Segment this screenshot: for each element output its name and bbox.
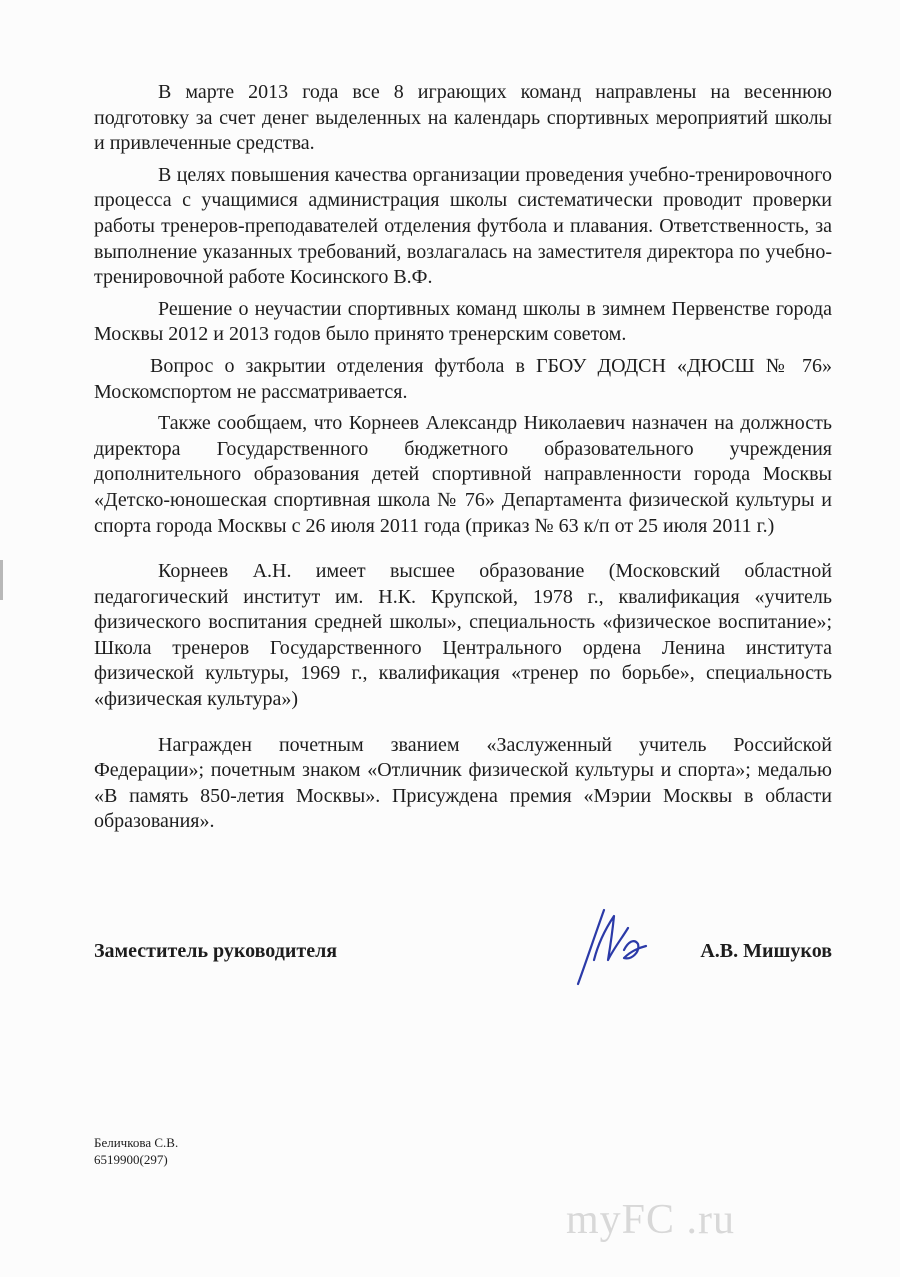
signatory-name: А.В. Мишуков bbox=[700, 940, 832, 962]
paragraph-football-department: Вопрос о закрытии отделения футбола в ГБОУ ДОДСН «ДЮСШ № 76» Москомспортом не рассматривается. bbox=[94, 354, 832, 403]
paragraph-director-appointment: Также сообщаем, что Корнеев Александр Николаевич назначен на должность директора Государственного бюджетного образовательного учреждения дополнительного образования детей спортивной направленности города Москвы «Детско-юношеская спортивная школа № 76» Департамента физической культуры и спорта города Москвы с 26 июля 2011 года (приказ № 63 к/п от 25 июля 2011 г.) bbox=[94, 412, 832, 537]
executor-name: Беличкова С.В. bbox=[94, 1135, 179, 1150]
paragraph-awards: Награжден почетным званием «Заслуженный учитель Российской Федерации»; почетным знаком «Отличник физической культуры и спорта»; медалью «В память 850-летия Москвы». Присуждена премия «Мэрии Москвы в области образования». bbox=[94, 733, 832, 833]
scan-edge-mark bbox=[0, 560, 3, 600]
signatory-position: Заместитель руководителя bbox=[94, 940, 338, 962]
paragraph-education: Корнеев А.Н. имеет высшее образование (Московский областной педагогический институт им. Н.К. Крупской, 1978 г., квалификация «учитель физического воспитания средней школы», специальность «физическое воспитание»; Школа тренеров Государственного Центрального ордена Ленина института физической культуры, 1969 г., квалификация «тренер по борьбе», специальность «физическая культура») bbox=[94, 560, 832, 711]
executor-phone: 6519900(297) bbox=[94, 1152, 168, 1167]
paragraph-inspections: В целях повышения качества организации проведения учебно-тренировочного процесса с учащимися администрация школы систематически проводит проверки работы тренеров-преподавателей отделения футбола и плавания. Ответственность, за выполнение указанных требований, возлагалась на заместителя директора по учебно-тренировочной работе Косинского В.Ф. bbox=[94, 163, 832, 289]
paragraph-winter-championship: Решение о неучастии спортивных команд школы в зимнем Первенстве города Москвы 2012 и 2013 годов было принято тренерским советом. bbox=[94, 297, 832, 346]
handwritten-signature bbox=[572, 902, 652, 992]
signature-block bbox=[94, 928, 832, 1008]
site-watermark: myFC .ru bbox=[566, 1197, 736, 1243]
paragraph-spring-training: В марте 2013 года все 8 играющих команд направлены на весеннюю подготовку за счет денег выделенных на календарь спортивных мероприятий школы и привлеченные средства. bbox=[94, 81, 832, 155]
letter-body bbox=[94, 80, 832, 841]
executor-info bbox=[94, 1134, 178, 1168]
